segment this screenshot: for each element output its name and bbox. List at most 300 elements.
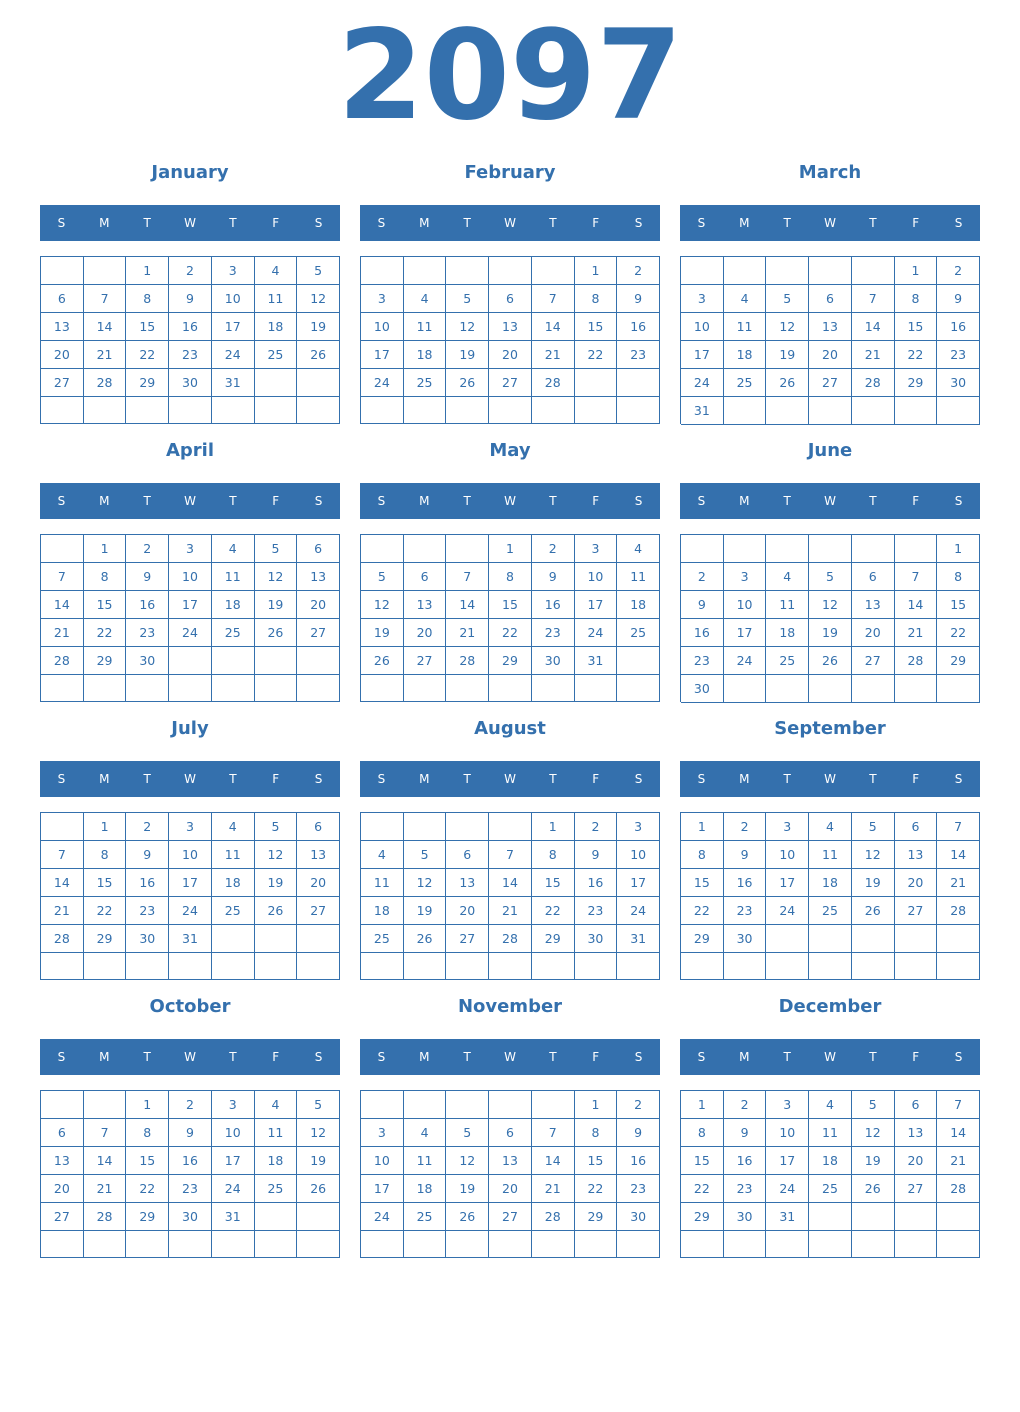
weekday-label: M <box>99 494 110 508</box>
day-cell: 7 <box>446 563 489 591</box>
day-grid <box>360 534 660 702</box>
day-cell: 16 <box>532 591 575 619</box>
day-cell: 18 <box>404 1175 447 1203</box>
day-cell: 27 <box>297 897 340 925</box>
month-name: May <box>489 440 531 461</box>
day-cell <box>255 369 298 397</box>
day-cell <box>169 647 212 675</box>
weekday-label: W <box>504 772 516 786</box>
day-cell: 25 <box>404 369 447 397</box>
day-cell: 15 <box>937 591 980 619</box>
day-cell: 17 <box>681 341 724 369</box>
day-cell: 9 <box>169 1119 212 1147</box>
weekday-label: T <box>549 1050 557 1064</box>
month-name: October <box>149 996 231 1017</box>
month-name: August <box>474 718 546 739</box>
month-name: November <box>457 996 563 1017</box>
day-cell: 4 <box>404 285 447 313</box>
day-cell <box>895 675 938 703</box>
weekday-label: S <box>697 772 706 786</box>
day-cell: 3 <box>361 1119 404 1147</box>
weekday-label: S <box>57 494 66 508</box>
day-cell: 6 <box>404 563 447 591</box>
day-cell: 31 <box>212 369 255 397</box>
day-cell: 2 <box>681 563 724 591</box>
day-cell: 13 <box>852 591 895 619</box>
day-cell: 13 <box>41 313 84 341</box>
day-cell <box>41 397 84 424</box>
day-cell: 3 <box>681 285 724 313</box>
day-cell: 11 <box>766 591 809 619</box>
weekday-label: S <box>314 494 323 508</box>
day-cell: 13 <box>297 841 340 869</box>
weekday-label: T <box>143 494 151 508</box>
weekday-label: F <box>272 216 280 230</box>
weekday-label: S <box>57 1050 66 1064</box>
day-cell: 18 <box>404 341 447 369</box>
day-cell: 24 <box>766 897 809 925</box>
day-cell: 3 <box>724 563 767 591</box>
day-cell: 22 <box>681 1175 724 1203</box>
day-cell <box>446 675 489 702</box>
day-cell: 13 <box>404 591 447 619</box>
day-cell: 25 <box>617 619 660 647</box>
day-cell: 15 <box>532 869 575 897</box>
day-cell <box>852 925 895 953</box>
day-cell: 16 <box>681 619 724 647</box>
day-cell <box>489 953 532 980</box>
day-cell: 1 <box>937 535 980 563</box>
weekday-label: W <box>184 494 196 508</box>
day-cell <box>297 397 340 424</box>
day-cell: 12 <box>852 1119 895 1147</box>
day-cell: 1 <box>575 1091 618 1119</box>
day-cell: 23 <box>575 897 618 925</box>
weekday-label: T <box>869 216 877 230</box>
weekday-label: S <box>954 772 963 786</box>
day-cell: 1 <box>84 813 127 841</box>
day-cell: 21 <box>41 619 84 647</box>
day-cell: 5 <box>809 563 852 591</box>
weekday-label: S <box>377 772 386 786</box>
day-cell: 22 <box>575 341 618 369</box>
day-cell: 30 <box>532 647 575 675</box>
weekday-label: S <box>314 772 323 786</box>
day-cell: 14 <box>532 313 575 341</box>
day-cell: 14 <box>489 869 532 897</box>
day-cell <box>212 647 255 675</box>
day-cell: 1 <box>895 257 938 285</box>
day-cell: 2 <box>575 813 618 841</box>
day-grid <box>680 1090 980 1258</box>
day-cell: 4 <box>255 257 298 285</box>
day-cell: 8 <box>575 285 618 313</box>
day-cell: 18 <box>809 1147 852 1175</box>
day-cell <box>852 1231 895 1258</box>
day-cell <box>84 953 127 980</box>
day-cell: 9 <box>724 1119 767 1147</box>
day-cell <box>532 675 575 702</box>
day-cell <box>852 675 895 703</box>
day-cell: 21 <box>489 897 532 925</box>
weekday-label: T <box>229 494 237 508</box>
day-cell: 8 <box>126 285 169 313</box>
day-cell: 8 <box>575 1119 618 1147</box>
day-cell <box>681 1231 724 1258</box>
day-cell: 14 <box>895 591 938 619</box>
day-cell: 4 <box>212 535 255 563</box>
day-cell: 13 <box>489 1147 532 1175</box>
day-cell: 28 <box>852 369 895 397</box>
day-cell: 30 <box>575 925 618 953</box>
day-cell: 27 <box>489 369 532 397</box>
day-cell: 8 <box>126 1119 169 1147</box>
day-cell: 4 <box>809 1091 852 1119</box>
day-cell <box>724 953 767 980</box>
day-cell: 26 <box>809 647 852 675</box>
day-cell: 2 <box>532 535 575 563</box>
day-cell: 4 <box>212 813 255 841</box>
day-cell <box>724 675 767 703</box>
day-cell: 26 <box>404 925 447 953</box>
day-cell: 2 <box>126 535 169 563</box>
day-cell: 15 <box>575 313 618 341</box>
day-cell <box>895 953 938 980</box>
day-cell: 6 <box>809 285 852 313</box>
day-cell: 6 <box>41 285 84 313</box>
day-cell: 6 <box>41 1119 84 1147</box>
weekday-label: S <box>954 1050 963 1064</box>
day-cell: 17 <box>575 591 618 619</box>
day-cell <box>489 675 532 702</box>
day-grid <box>40 812 340 980</box>
day-cell: 6 <box>297 813 340 841</box>
day-cell: 28 <box>532 1203 575 1231</box>
weekday-header <box>360 761 660 797</box>
day-cell: 5 <box>404 841 447 869</box>
day-cell: 25 <box>809 897 852 925</box>
weekday-header <box>360 205 660 241</box>
day-cell <box>852 535 895 563</box>
day-cell: 4 <box>766 563 809 591</box>
day-cell: 7 <box>41 563 84 591</box>
day-cell: 2 <box>169 1091 212 1119</box>
day-cell <box>169 675 212 702</box>
day-cell: 22 <box>84 619 127 647</box>
day-cell: 26 <box>297 341 340 369</box>
day-cell: 29 <box>575 1203 618 1231</box>
weekday-label: S <box>314 216 323 230</box>
weekday-label: M <box>739 1050 750 1064</box>
day-cell: 15 <box>681 869 724 897</box>
day-grid <box>360 812 660 980</box>
weekday-label: S <box>634 772 643 786</box>
weekday-label: W <box>824 494 836 508</box>
day-cell <box>617 397 660 424</box>
day-cell: 29 <box>84 647 127 675</box>
weekday-label: T <box>229 216 237 230</box>
weekday-header <box>360 1039 660 1075</box>
day-cell: 13 <box>41 1147 84 1175</box>
day-cell: 16 <box>724 1147 767 1175</box>
day-cell <box>809 953 852 980</box>
day-cell: 24 <box>361 1203 404 1231</box>
day-cell: 12 <box>446 1147 489 1175</box>
day-cell <box>489 397 532 424</box>
day-cell: 10 <box>575 563 618 591</box>
day-cell <box>255 675 298 702</box>
day-cell: 23 <box>681 647 724 675</box>
day-cell: 29 <box>532 925 575 953</box>
day-cell: 18 <box>766 619 809 647</box>
day-cell <box>895 397 938 425</box>
weekday-header <box>40 761 340 797</box>
day-cell <box>361 813 404 841</box>
day-cell: 23 <box>169 1175 212 1203</box>
day-cell: 5 <box>446 285 489 313</box>
day-cell <box>297 675 340 702</box>
day-cell <box>617 675 660 702</box>
day-cell: 17 <box>169 869 212 897</box>
day-cell: 23 <box>126 897 169 925</box>
day-cell: 25 <box>255 1175 298 1203</box>
weekday-label: S <box>697 216 706 230</box>
day-cell: 13 <box>297 563 340 591</box>
day-cell: 19 <box>766 341 809 369</box>
day-cell: 29 <box>937 647 980 675</box>
day-cell <box>446 397 489 424</box>
weekday-label: T <box>463 494 471 508</box>
day-cell <box>724 257 767 285</box>
day-cell <box>255 397 298 424</box>
day-cell: 13 <box>895 1119 938 1147</box>
day-cell: 12 <box>852 841 895 869</box>
day-cell <box>575 369 618 397</box>
day-cell: 19 <box>852 869 895 897</box>
day-cell: 14 <box>852 313 895 341</box>
day-cell <box>404 1091 447 1119</box>
day-cell: 24 <box>169 897 212 925</box>
day-cell: 15 <box>84 591 127 619</box>
day-cell: 22 <box>126 341 169 369</box>
weekday-label: M <box>99 216 110 230</box>
day-cell: 6 <box>297 535 340 563</box>
day-cell: 3 <box>169 813 212 841</box>
day-cell <box>489 257 532 285</box>
day-cell: 6 <box>895 813 938 841</box>
day-cell: 7 <box>84 1119 127 1147</box>
day-cell: 30 <box>724 1203 767 1231</box>
day-cell: 7 <box>489 841 532 869</box>
day-cell <box>766 1231 809 1258</box>
day-cell: 11 <box>404 1147 447 1175</box>
weekday-label: F <box>592 1050 600 1064</box>
day-cell: 26 <box>297 1175 340 1203</box>
day-cell: 17 <box>212 1147 255 1175</box>
day-cell <box>361 397 404 424</box>
weekday-label: M <box>419 772 430 786</box>
weekday-label: T <box>463 1050 471 1064</box>
day-grid <box>680 812 980 980</box>
day-cell: 1 <box>532 813 575 841</box>
weekday-label: S <box>314 1050 323 1064</box>
day-cell: 30 <box>724 925 767 953</box>
weekday-label: F <box>272 772 280 786</box>
day-cell: 30 <box>169 1203 212 1231</box>
day-cell: 28 <box>41 925 84 953</box>
day-cell: 14 <box>41 869 84 897</box>
day-cell <box>852 397 895 425</box>
day-cell: 24 <box>212 1175 255 1203</box>
day-cell <box>937 953 980 980</box>
day-cell: 8 <box>489 563 532 591</box>
day-cell: 18 <box>724 341 767 369</box>
month-name: March <box>798 162 862 183</box>
weekday-label: W <box>184 772 196 786</box>
day-cell <box>404 535 447 563</box>
day-cell <box>532 257 575 285</box>
day-cell: 27 <box>809 369 852 397</box>
weekday-label: W <box>504 216 516 230</box>
day-cell: 15 <box>895 313 938 341</box>
weekday-label: T <box>143 216 151 230</box>
day-cell: 4 <box>404 1119 447 1147</box>
day-cell: 24 <box>617 897 660 925</box>
day-cell: 30 <box>617 1203 660 1231</box>
day-cell <box>297 925 340 953</box>
day-cell: 6 <box>446 841 489 869</box>
day-cell: 7 <box>937 1091 980 1119</box>
day-cell: 12 <box>297 285 340 313</box>
day-cell: 20 <box>895 1147 938 1175</box>
day-cell: 29 <box>126 1203 169 1231</box>
day-cell <box>297 1231 340 1258</box>
day-cell: 7 <box>532 1119 575 1147</box>
day-cell: 21 <box>446 619 489 647</box>
weekday-label: T <box>869 772 877 786</box>
day-cell <box>126 397 169 424</box>
day-cell: 28 <box>937 1175 980 1203</box>
month-name: June <box>807 440 853 461</box>
day-cell: 29 <box>681 1203 724 1231</box>
day-cell: 4 <box>809 813 852 841</box>
day-cell <box>895 1231 938 1258</box>
day-cell: 11 <box>809 841 852 869</box>
day-cell <box>681 953 724 980</box>
day-cell: 25 <box>766 647 809 675</box>
day-cell: 21 <box>84 341 127 369</box>
day-cell: 23 <box>724 1175 767 1203</box>
day-cell <box>937 675 980 703</box>
day-cell: 30 <box>937 369 980 397</box>
day-cell: 8 <box>532 841 575 869</box>
day-cell: 21 <box>84 1175 127 1203</box>
day-cell: 1 <box>681 813 724 841</box>
weekday-label: T <box>783 216 791 230</box>
day-cell <box>724 1231 767 1258</box>
day-cell <box>255 1203 298 1231</box>
day-cell <box>617 953 660 980</box>
day-cell: 10 <box>766 1119 809 1147</box>
day-cell: 4 <box>724 285 767 313</box>
day-cell: 9 <box>575 841 618 869</box>
day-cell: 25 <box>724 369 767 397</box>
day-cell: 20 <box>41 1175 84 1203</box>
day-cell <box>255 1231 298 1258</box>
day-cell: 22 <box>681 897 724 925</box>
day-cell: 17 <box>361 341 404 369</box>
day-cell: 24 <box>575 619 618 647</box>
day-cell: 5 <box>446 1119 489 1147</box>
day-cell <box>446 813 489 841</box>
day-cell <box>766 257 809 285</box>
day-cell <box>766 397 809 425</box>
day-cell <box>297 369 340 397</box>
day-cell: 23 <box>724 897 767 925</box>
day-cell: 11 <box>255 1119 298 1147</box>
weekday-label: S <box>57 216 66 230</box>
day-cell: 7 <box>895 563 938 591</box>
day-cell: 24 <box>212 341 255 369</box>
weekday-label: T <box>229 1050 237 1064</box>
day-cell <box>766 675 809 703</box>
weekday-label: M <box>419 1050 430 1064</box>
day-cell <box>297 1203 340 1231</box>
day-cell: 21 <box>937 1147 980 1175</box>
day-cell: 5 <box>766 285 809 313</box>
day-cell: 1 <box>126 1091 169 1119</box>
weekday-label: T <box>463 216 471 230</box>
day-cell: 11 <box>809 1119 852 1147</box>
day-cell <box>532 397 575 424</box>
weekday-label: T <box>463 772 471 786</box>
day-cell <box>852 1203 895 1231</box>
day-cell: 14 <box>532 1147 575 1175</box>
day-cell: 20 <box>489 1175 532 1203</box>
day-cell: 21 <box>532 341 575 369</box>
day-cell: 24 <box>361 369 404 397</box>
weekday-label: F <box>272 1050 280 1064</box>
weekday-label: F <box>592 494 600 508</box>
day-cell <box>361 1091 404 1119</box>
day-cell: 14 <box>84 1147 127 1175</box>
day-cell <box>41 675 84 702</box>
day-cell: 19 <box>809 619 852 647</box>
day-cell <box>809 925 852 953</box>
day-cell: 25 <box>404 1203 447 1231</box>
day-cell: 17 <box>766 869 809 897</box>
day-cell: 19 <box>255 591 298 619</box>
month-name: December <box>778 996 882 1017</box>
day-cell: 13 <box>895 841 938 869</box>
day-cell: 7 <box>41 841 84 869</box>
day-cell <box>361 257 404 285</box>
weekday-label: S <box>377 1050 386 1064</box>
day-cell: 27 <box>41 1203 84 1231</box>
day-cell: 26 <box>255 619 298 647</box>
month-name: February <box>464 162 556 183</box>
day-cell: 20 <box>41 341 84 369</box>
day-cell: 23 <box>126 619 169 647</box>
day-cell: 5 <box>297 1091 340 1119</box>
day-cell: 12 <box>404 869 447 897</box>
weekday-label: T <box>869 1050 877 1064</box>
day-cell: 21 <box>41 897 84 925</box>
day-cell: 23 <box>617 341 660 369</box>
day-cell: 30 <box>681 675 724 703</box>
day-cell: 18 <box>361 897 404 925</box>
day-cell: 31 <box>681 397 724 425</box>
